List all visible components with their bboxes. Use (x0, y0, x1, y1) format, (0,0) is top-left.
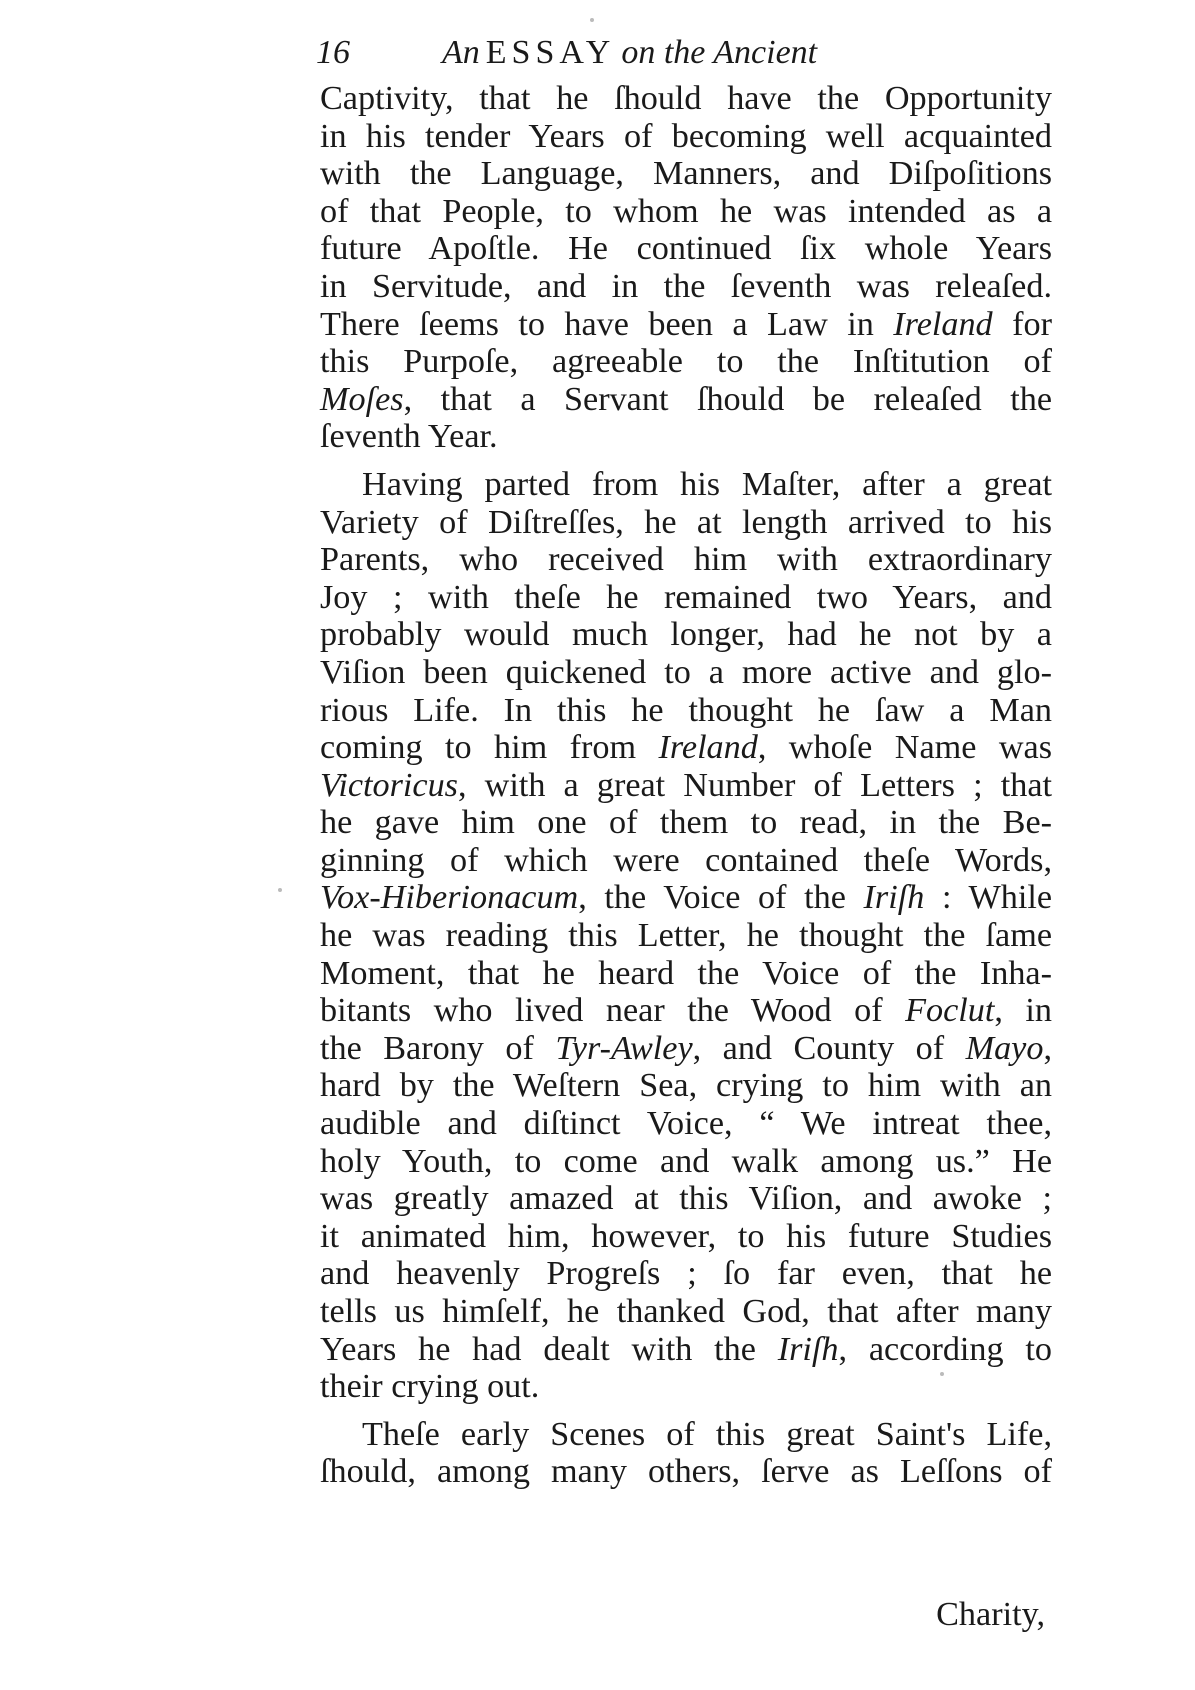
text-line: rious Life. In this he thought he ſaw a Man (320, 691, 1052, 729)
paragraph-gap (320, 456, 1052, 466)
page-header (312, 28, 1052, 80)
text-line: it animated him, however, to his future Studies (320, 1217, 1052, 1255)
text-line: Theſe early Scenes of this great Saint's Life, (362, 1415, 1052, 1453)
text-line: this Purpoſe, agreeable to the Inſtitution of (320, 343, 1052, 381)
text-line: tells us himſelf, he thanked God, that after many (320, 1293, 1052, 1330)
text-line: hard by the Weſtern Sea, crying to him with an (320, 1067, 1052, 1105)
text-line: Joy ; with theſe he remained two Years, and (320, 578, 1052, 616)
paper-speck (940, 1372, 944, 1376)
text-line: bitants who lived near the Wood of Foclut, in (320, 992, 1052, 1030)
text-line: Viſion been quickened to a more active and glo- (320, 653, 1052, 691)
text-line: There ſeems to have been a Law in Ireland for (320, 305, 1052, 343)
text-line: Moment, that he heard the Voice of the Inha- (320, 954, 1052, 992)
text-line: coming to him from Ireland, whoſe Name was (320, 729, 1052, 767)
paper-speck (590, 18, 594, 22)
text-line: Having parted from his Maſter, after a great (362, 465, 1052, 503)
text-line: in his tender Years of becoming well acquainted (320, 117, 1052, 155)
running-head (442, 34, 817, 72)
text-line: the Barony of Tyr-Awley, and County of Mayo, (320, 1029, 1052, 1067)
text-line: future Apoſtle. He continued ſix whole Years (320, 230, 1052, 268)
paper-speck (278, 888, 282, 892)
running-head-suffix: on the Ancient (621, 34, 818, 71)
running-head-prefix: An (442, 34, 480, 71)
body-text (320, 80, 1052, 1491)
text-line: audible and diſtinct Voice, “ We intreat thee, (320, 1105, 1052, 1143)
text-line: with the Language, Manners, and Diſpoſitions (320, 155, 1052, 193)
text-line: Years he had dealt with the Iriſh, according to (320, 1330, 1052, 1368)
text-line: he was reading this Letter, he thought the ſame (320, 917, 1052, 955)
text-line: ginning of which were contained theſe Words, (320, 841, 1052, 879)
text-line: holy Youth, to come and walk among us.” He (320, 1142, 1052, 1180)
text-line: Captivity, that he ſhould have the Opportunity (320, 80, 1052, 117)
text-line: Variety of Diſtreſſes, he at length arrived to his (320, 503, 1052, 541)
running-head-caps: ESSAY (485, 34, 616, 71)
text-line: ſhould, among many others, ſerve as Leſſons of (320, 1453, 1052, 1491)
text-line: Victoricus, with a great Number of Letters ; that (320, 766, 1052, 804)
text-line: probably would much longer, had he not by a (320, 616, 1052, 654)
catchword: Charity, (936, 1596, 1045, 1633)
text-line: in Servitude, and in the ſeventh was releaſed. (320, 267, 1052, 305)
text-line: of that People, to whom he was intended as a (320, 192, 1052, 230)
text-line: was greatly amazed at this Viſion, and awoke ; (320, 1180, 1052, 1218)
text-line: he gave him one of them to read, in the Be- (320, 804, 1052, 842)
text-line: and heavenly Progreſs ; ſo far even, that he (320, 1255, 1052, 1293)
text-line: ſeventh Year. (320, 418, 498, 456)
page-number: 16 (316, 34, 350, 71)
text-line: Parents, who received him with extraordinary (320, 541, 1052, 579)
text-line: their crying out. (320, 1368, 540, 1406)
paragraph-gap (320, 1406, 1052, 1416)
text-line: Vox-Hiberionacum, the Voice of the Iriſh : While (320, 879, 1052, 917)
text-line: Moſes, that a Servant ſhould be releaſed the (320, 380, 1052, 418)
